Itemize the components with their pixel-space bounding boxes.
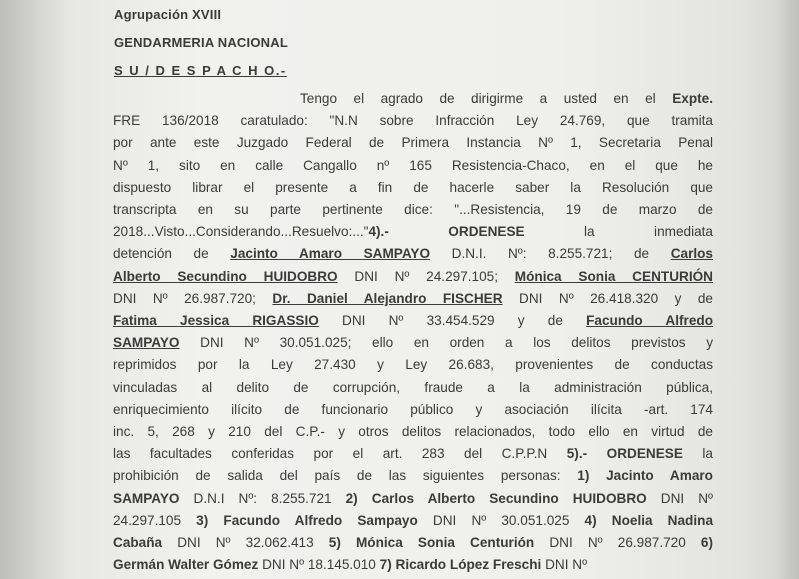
text-segment: DNI Nº 18.145.010 — [258, 557, 380, 573]
body-line — [113, 332, 713, 354]
bold-text: SAMPAYO — [113, 335, 180, 351]
text-segment: D.N.I. Nº: 8.255.721; de — [430, 246, 671, 262]
body-line — [113, 221, 713, 243]
text-segment: transcripta en su parte pertinente dice: "...Resistencia, 19 de marzo de — [113, 202, 713, 217]
body-line — [113, 377, 713, 399]
bold-text: Germán Walter Gómez — [113, 557, 259, 573]
bold-text: 6) — [700, 535, 713, 550]
header-su-despacho: S U / D E S P A C H O.- — [114, 63, 287, 78]
header-gendarmeria: GENDARMERIA NACIONAL — [114, 35, 288, 50]
body-line — [113, 554, 713, 576]
body-line — [113, 421, 713, 443]
text-segment: Tengo el agrado de dirigirme a usted en el — [300, 91, 673, 106]
body-line — [113, 132, 713, 154]
body-line — [113, 510, 713, 532]
text-segment: DNI Nº 33.454.529 y de — [318, 313, 587, 328]
text-segment: 24.297.105 — [113, 512, 197, 528]
bold-text: 3) Facundo Alfredo Sampayo — [196, 512, 418, 528]
text-segment: prohibición de salida del país de las siguientes personas: — [113, 468, 578, 484]
text-segment: enriquecimiento ilícito de funcionario público y asociación ilícita -art. 174 — [113, 401, 713, 417]
text-segment: reprimidos por la Ley 27.430 y Ley 26.683, provenientes de conductas — [113, 357, 713, 373]
body-line — [113, 532, 713, 554]
body-line — [113, 266, 713, 288]
text-segment: DNI Nº 26.987.720 — [534, 535, 701, 550]
text-segment: DNI Nº 30.051.025 — [417, 512, 585, 528]
bold-text: Alberto Secundino HUIDOBRO — [113, 268, 338, 284]
text-segment: la — [682, 446, 713, 462]
text-segment: FRE 136/2018 caratulado: "N.N sobre Infracción Ley 24.769, que tramita — [113, 113, 713, 129]
body-line — [113, 443, 713, 465]
bold-text: Expte. — [672, 91, 713, 106]
text-segment: DNI Nº — [646, 490, 713, 506]
bold-text: 1) Jacinto Amaro — [577, 468, 713, 484]
bold-text: 4).- ORDENESE — [368, 224, 525, 240]
text-segment: detención de — [113, 246, 231, 262]
text-segment: DNI Nº 32.062.413 — [162, 535, 329, 550]
text-segment: dispuesto librar el presente a fin de hacerle saber la Resolución que — [113, 179, 713, 195]
text-segment: DNI Nº 26.418.320 y de — [502, 290, 713, 306]
text-segment: Nº 1, sito en calle Cangallo nº 165 Resistencia-Chaco, en el que he — [113, 157, 713, 173]
body-line — [113, 110, 713, 132]
bold-text: 7) Ricardo López Freschi — [379, 557, 542, 573]
body-line — [113, 177, 713, 199]
text-segment: DNI Nº — [541, 557, 588, 573]
body-line — [113, 88, 713, 110]
body-line — [113, 399, 713, 421]
text-segment: 2018...Visto...Considerando...Resuelvo:..." — [113, 224, 369, 240]
body-line — [113, 155, 713, 177]
text-segment: las facultades conferidas por el art. 283 del C.P.P.N — [113, 446, 567, 462]
body-line — [113, 199, 713, 221]
body-line — [113, 310, 713, 332]
body-line — [113, 465, 713, 487]
bold-text: Cabaña — [113, 535, 163, 550]
text-segment: DNI Nº 30.051.025; ello en orden a los delitos previstos y — [179, 335, 713, 351]
bold-text: Carlos — [670, 246, 713, 262]
page-shadow-edge — [777, 0, 799, 579]
bold-text: Jacinto Amaro SAMPAYO — [230, 246, 431, 262]
header-agrupacion: Agrupación XVIII — [114, 7, 222, 22]
text-segment: DNI Nº 26.987.720; — [113, 290, 273, 306]
body-line — [113, 243, 713, 265]
text-segment: por ante este Juzgado Federal de Primera Instancia Nº 1, Secretaria Penal — [113, 135, 713, 151]
bold-text: Mónica Sonia CENTURIÓN — [514, 268, 713, 284]
bold-text: Facundo Alfredo — [586, 313, 713, 328]
bold-text: 5) Mónica Sonia Centurión — [328, 535, 535, 550]
body-line — [113, 354, 713, 376]
text-segment: DNI Nº 24.297.105; — [337, 268, 515, 284]
text-segment: inc. 5, 268 y 210 del C.P.- y otros delitos relacionados, todo ello en virtud de — [113, 424, 713, 439]
bold-text: Dr. Daniel Alejandro FISCHER — [272, 290, 503, 306]
bold-text: 4) Noelia Nadina — [584, 512, 713, 528]
bold-text: 5).- ORDENESE — [566, 446, 683, 462]
bold-text: Fatima Jessica RIGASSIO — [113, 313, 319, 328]
bold-text: 2) Carlos Alberto Secundino HUIDOBRO — [345, 490, 647, 506]
text-segment: vinculadas al delito de corrupción, fraude a la administración pública, — [113, 379, 713, 395]
text-segment: D.N.I Nº: 8.255.721 — [179, 490, 346, 506]
bold-text: SAMPAYO — [113, 490, 180, 506]
body-line — [113, 488, 713, 510]
body-line — [113, 288, 713, 310]
text-segment: la inmediata — [524, 224, 713, 240]
